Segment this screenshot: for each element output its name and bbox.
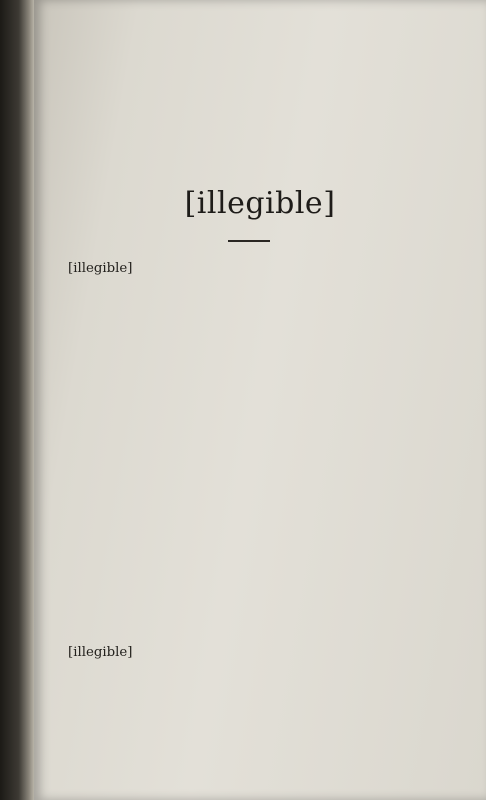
body-paragraph-1: [illegible] [68,261,133,276]
body-paragraph-2: [illegible] [68,645,133,660]
title-rule [228,240,270,242]
book-page [34,0,486,800]
page-title: [illegible] [184,186,336,221]
book-spine [0,0,34,800]
